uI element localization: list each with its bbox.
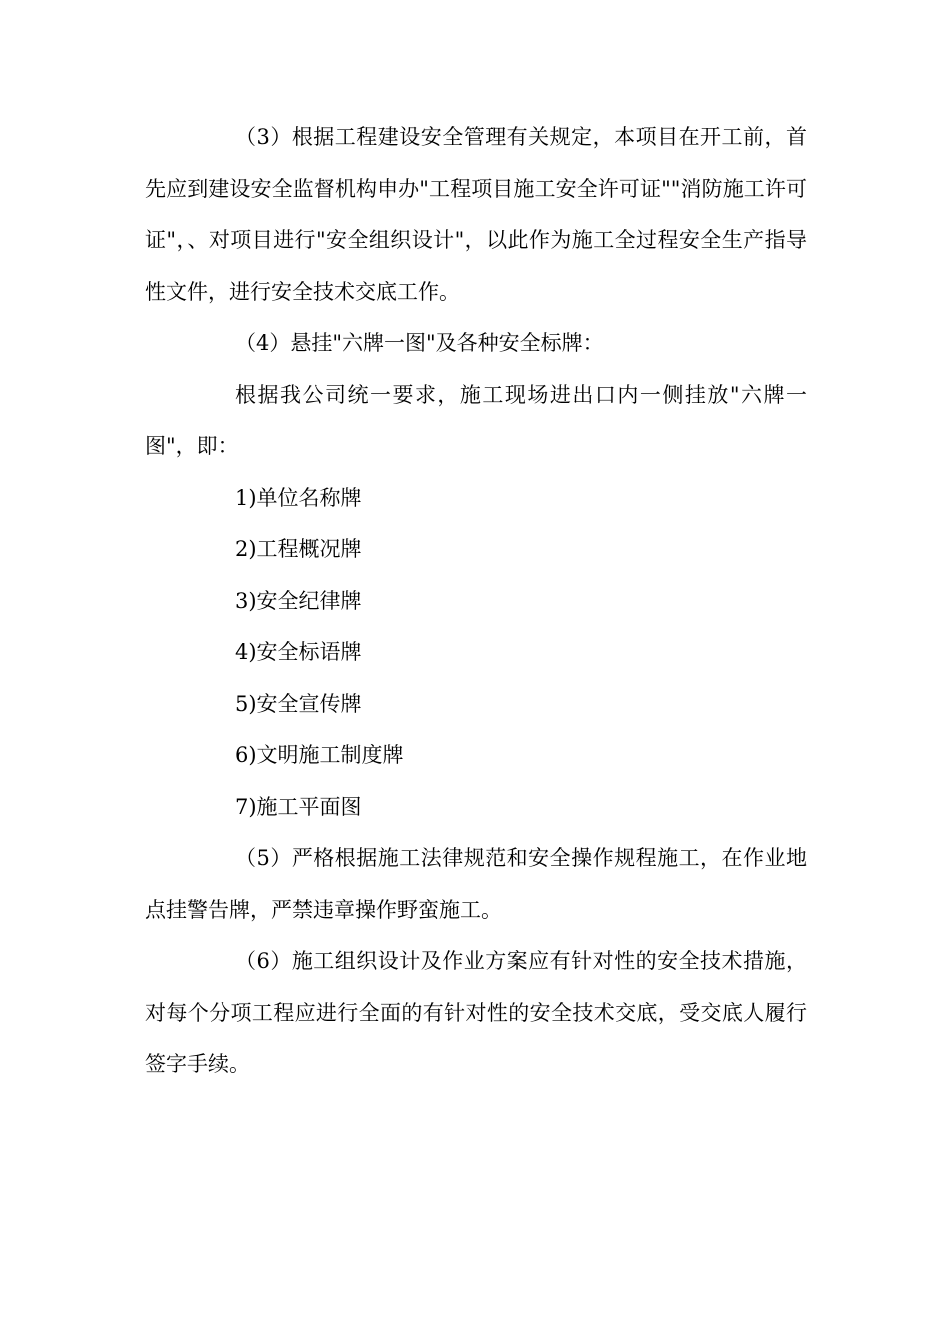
- list-item: 2)工程概况牌: [235, 537, 362, 561]
- paragraph-item-5: （5）严格根据施工法律规范和安全操作规程施工，在作业地点挂警告牌，严禁违章操作野蛮施工。: [145, 846, 807, 922]
- list-item: 6)文明施工制度牌: [235, 743, 404, 767]
- list-item: 5)安全宣传牌: [235, 691, 362, 716]
- paragraph-six-boards-intro: 根据我公司统一要求，施工现场进出口内一侧挂放"六牌一图"，即：: [145, 382, 807, 458]
- six-boards-list: [145, 473, 807, 834]
- list-item: 7)施工平面图: [235, 794, 362, 819]
- document-body: [145, 112, 807, 1091]
- list-item: 1)单位名称牌: [235, 485, 362, 510]
- list-item: 3)安全纪律牌: [235, 588, 362, 613]
- paragraph-item-6: （6）施工组织设计及作业方案应有针对性的安全技术措施，对每个分项工程应进行全面的有针对性的安全技术交底，受交底人履行签字手续。: [145, 949, 807, 1076]
- paragraph-item-3: （3）根据工程建设安全管理有关规定，本项目在开工前，首先应到建设安全监督机构申办"工程项目施工安全许可证""消防施工许可证"，、对项目进行"安全组织设计"，以此作为施工全过程安全生产指导性文件，进行安全技术交底工作。: [145, 125, 807, 304]
- paragraph-item-4: （4）悬挂"六牌一图"及各种安全标牌：: [235, 331, 604, 355]
- list-item: 4)安全标语牌: [235, 640, 362, 664]
